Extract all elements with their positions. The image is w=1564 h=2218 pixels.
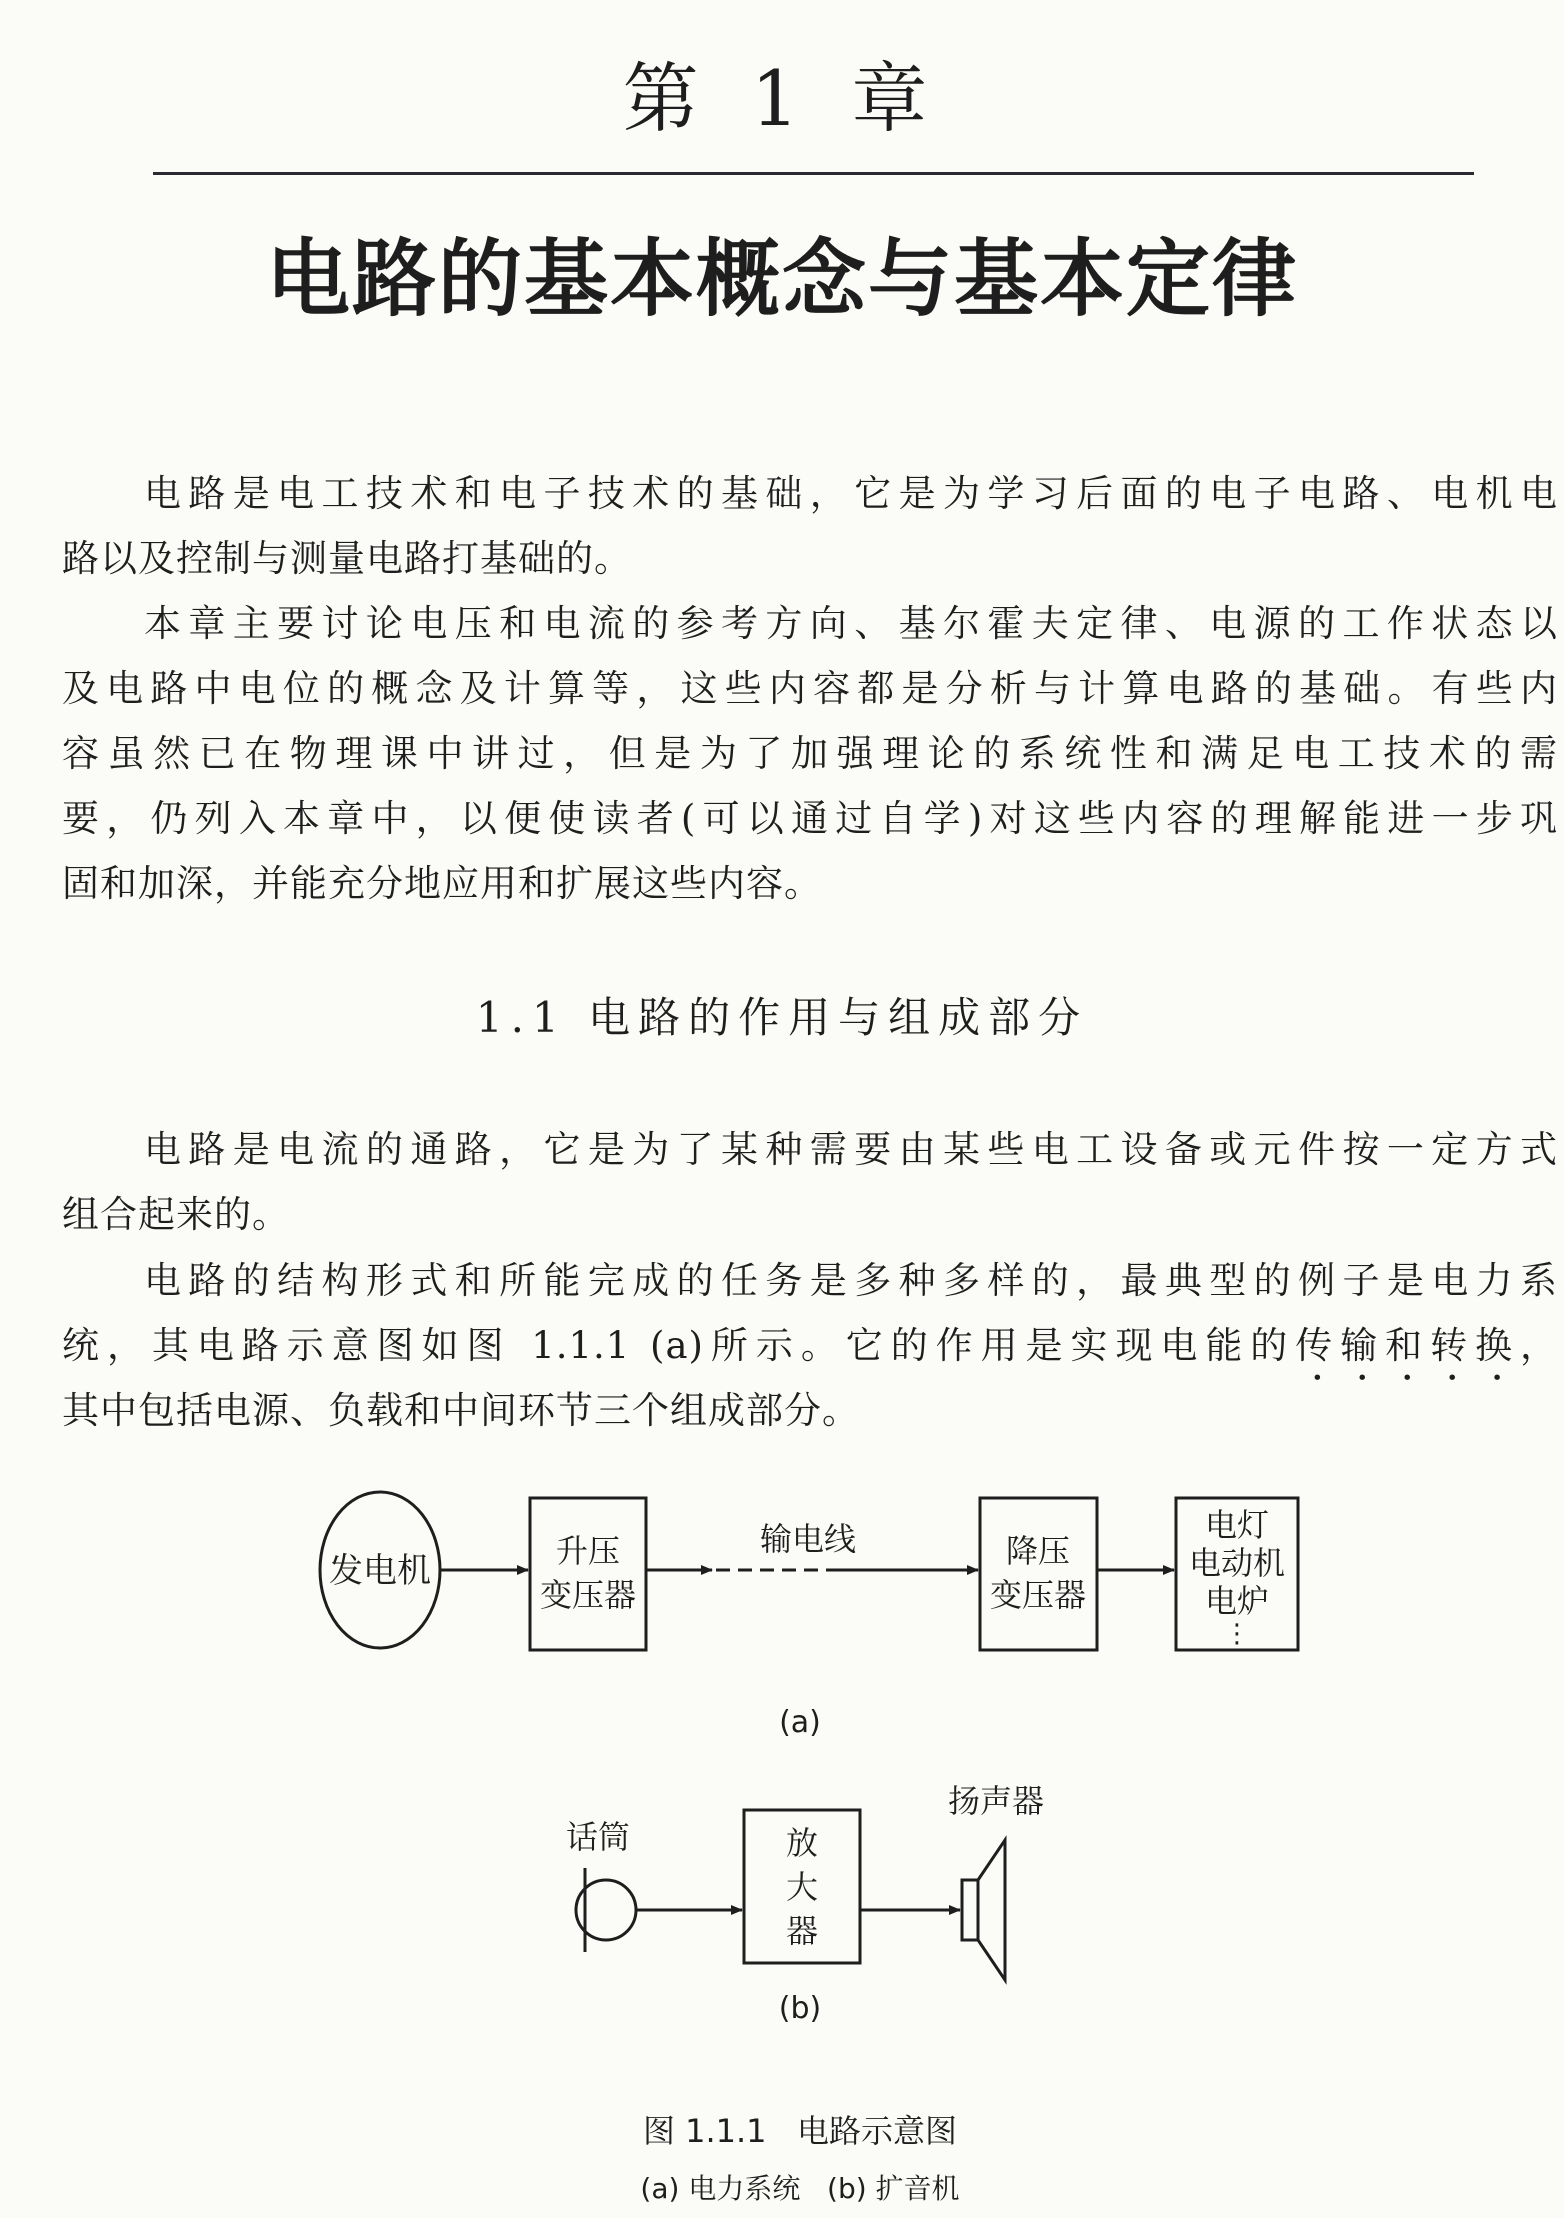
speaker-label: 扬声器 bbox=[947, 1782, 1045, 1820]
emphasized-text: 传输和转换 bbox=[1295, 1324, 1520, 1367]
figure-caption: 图 1.1.1 电路示意图 bbox=[642, 2112, 958, 2150]
text-line: 要，仍列入本章中，以便使读者(可以通过自学)对这些内容的理解能进一步巩 bbox=[62, 797, 1558, 840]
figure-subcaption: (a) 电力系统 (b) 扩音机 bbox=[640, 2172, 960, 2205]
chapter-title: 电路的基本概念与基本定律 bbox=[265, 230, 1298, 328]
text-line: 固和加深，并能充分地应用和扩展这些内容。 bbox=[62, 862, 822, 905]
text-line: 路以及控制与测量电路打基础的。 bbox=[62, 537, 632, 580]
intro-paragraph-2 bbox=[62, 591, 1558, 916]
step-up-label-1: 升压 bbox=[555, 1532, 621, 1570]
mic-label: 话筒 bbox=[565, 1818, 631, 1856]
figure-b-amplifier bbox=[566, 1782, 1044, 2026]
step-down-label-2: 变压器 bbox=[989, 1576, 1087, 1614]
chapter-rule bbox=[153, 172, 1474, 175]
speaker-icon-cone bbox=[978, 1840, 1005, 1980]
body-paragraph-2 bbox=[62, 1248, 1558, 1443]
load-furnace: 电炉 bbox=[1204, 1582, 1270, 1620]
generator-label: 发电机 bbox=[329, 1551, 431, 1591]
figure-a-label: (a) bbox=[779, 1705, 821, 1740]
step-up-label-2: 变压器 bbox=[539, 1576, 637, 1614]
figure-circuit-diagram bbox=[0, 1470, 1564, 2218]
figure-a-power-system bbox=[320, 1492, 1298, 1740]
figure-b-label: (b) bbox=[778, 1991, 822, 2026]
step-up-transformer-box bbox=[530, 1498, 646, 1650]
load-motor: 电动机 bbox=[1188, 1544, 1286, 1582]
body-paragraph-1 bbox=[62, 1117, 1558, 1247]
text-line: 及电路中电位的概念及计算等，这些内容都是分析与计算电路的基础。有些内 bbox=[62, 667, 1558, 710]
text-line bbox=[62, 1313, 1558, 1378]
text-line: 电路是电工技术和电子技术的基础，它是为学习后面的电子电路、电机电 bbox=[144, 472, 1558, 515]
chapter-number: 第 1 章 bbox=[622, 54, 942, 143]
amp-label-3: 器 bbox=[785, 1912, 819, 1950]
amp-label-2: 大 bbox=[785, 1868, 819, 1906]
text-segment: 统，其电路示意图如图 1.1.1 (a)所示。它的作用是实现电能的 bbox=[62, 1324, 1296, 1367]
load-ellipsis: ⋮ bbox=[1224, 1619, 1250, 1649]
load-lamp: 电灯 bbox=[1204, 1506, 1270, 1544]
intro-paragraph-1 bbox=[62, 461, 1558, 591]
text-line: 本章主要讨论电压和电流的参考方向、基尔霍夫定律、电源的工作状态以 bbox=[144, 602, 1558, 645]
section-heading: 1.1 电路的作用与组成部分 bbox=[475, 993, 1089, 1042]
text-line: 容虽然已在物理课中讲过，但是为了加强理论的系统性和满足电工技术的需 bbox=[62, 732, 1558, 775]
text-line: 电路是电流的通路，它是为了某种需要由某些电工设备或元件按一定方式 bbox=[144, 1128, 1558, 1171]
text-line: 电路的结构形式和所能完成的任务是多种多样的，最典型的例子是电力系 bbox=[144, 1259, 1558, 1302]
text-segment: ， bbox=[1520, 1324, 1558, 1367]
step-down-label-1: 降压 bbox=[1005, 1532, 1071, 1570]
text-line: 组合起来的。 bbox=[62, 1193, 290, 1236]
speaker-icon-body bbox=[962, 1880, 978, 1940]
amp-label-1: 放 bbox=[785, 1824, 819, 1862]
step-down-transformer-box bbox=[980, 1498, 1097, 1650]
text-line: 其中包括电源、负载和中间环节三个组成部分。 bbox=[62, 1389, 860, 1432]
transmission-line-label: 输电线 bbox=[759, 1520, 857, 1558]
